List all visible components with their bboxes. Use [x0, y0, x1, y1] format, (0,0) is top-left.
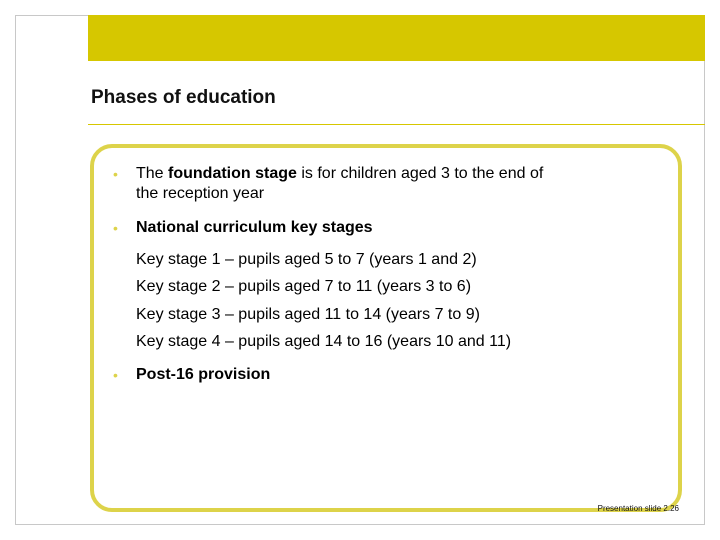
key-stage-2: Key stage 2 – pupils aged 7 to 11 (years 3 to 6): [136, 278, 472, 295]
foundation-stage-term: foundation stage: [168, 165, 297, 182]
bullet-marker: •: [113, 367, 118, 383]
bullet-text: [136, 164, 543, 204]
bullet-marker: •: [113, 166, 118, 182]
bullet-marker: •: [113, 220, 118, 236]
header-band: [88, 15, 705, 61]
key-stage-4: Key stage 4 – pupils aged 14 to 16 (years 10 and 11): [136, 333, 512, 350]
bullet-text: Post-16 provision: [136, 366, 271, 383]
bullet-prefix: The: [136, 165, 169, 182]
key-stage-1: Key stage 1 – pupils aged 5 to 7 (years 1 and 2): [136, 251, 477, 268]
slide-footer: Presentation slide 2.26: [597, 504, 679, 513]
title-divider: [88, 124, 705, 125]
bullet-rest-line-2: the reception year: [136, 185, 265, 202]
key-stage-3: Key stage 3 – pupils aged 11 to 14 (years 7 to 9): [136, 306, 480, 323]
bullet-rest-line-1: is for children aged 3 to the end of: [296, 165, 544, 182]
bullet-text: National curriculum key stages: [136, 219, 373, 236]
slide-title: Phases of education: [91, 87, 276, 108]
